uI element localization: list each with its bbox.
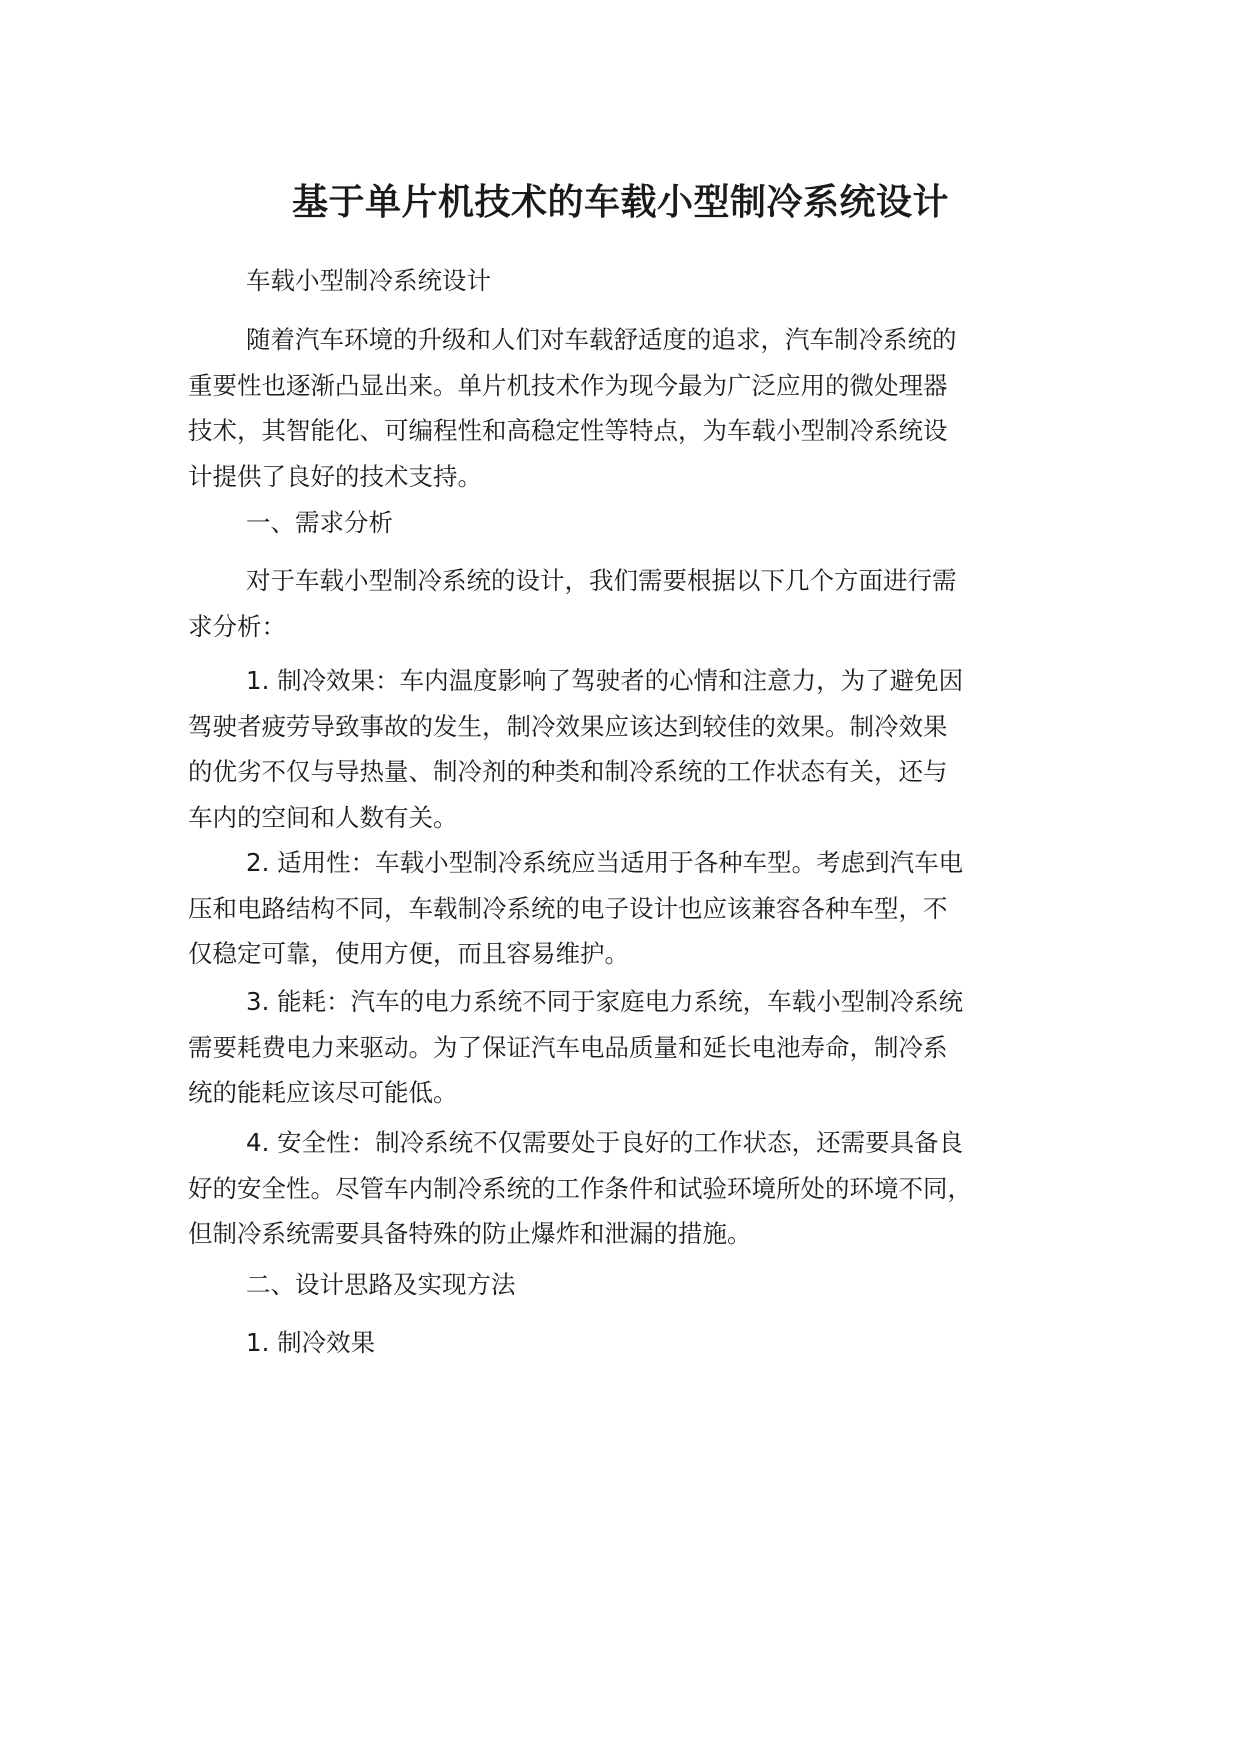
item1-paragraph: [188, 658, 1068, 840]
paragraph-line: 3. 能耗：汽车的电力系统不同于家庭电力系统，车载小型制冷系统: [246, 987, 964, 1016]
paragraph-line: 4. 安全性：制冷系统不仅需要处于良好的工作状态，还需要具备良: [246, 1128, 964, 1157]
paragraph-line: 计提供了良好的技术支持。: [188, 461, 482, 491]
document-title: 基于单片机技术的车载小型制冷系统设计: [291, 182, 949, 223]
subsection-heading: 1. 制冷效果: [246, 1328, 376, 1357]
subtitle: 车载小型制冷系统设计: [246, 266, 491, 295]
paragraph-line: 1. 制冷效果：车内温度影响了驾驶者的心情和注意力，为了避免因: [246, 666, 964, 695]
paragraph-line: 压和电路结构不同，车载制冷系统的电子设计也应该兼容各种车型，不: [188, 893, 948, 923]
section2-item1-block: [188, 1320, 1068, 1366]
paragraph-line: 2. 适用性：车载小型制冷系统应当适用于各种车型。考虑到汽车电: [246, 848, 964, 877]
paragraph-line: 统的能耗应该尽可能低。: [188, 1078, 458, 1107]
item4-paragraph: [188, 1120, 1068, 1257]
section1-intro-paragraph: [188, 558, 1068, 649]
paragraph-line: 驾驶者疲劳导致事故的发生，制冷效果应该达到较佳的效果。制冷效果: [188, 711, 948, 741]
paragraph-line: 需要耗费电力来驱动。为了保证汽车电品质量和延长电池寿命，制冷系: [188, 1032, 948, 1062]
item2-paragraph: [188, 840, 1068, 977]
subtitle-block: [188, 258, 1068, 304]
section-heading: 一、需求分析: [246, 508, 393, 537]
intro-paragraph: [188, 317, 1068, 499]
paragraph-line: 的优劣不仅与导热量、制冷剂的种类和制冷系统的工作状态有关，还与: [188, 757, 948, 786]
paragraph-line: 对于车载小型制冷系统的设计，我们需要根据以下几个方面进行需: [246, 566, 957, 595]
paragraph-line: 求分析：: [188, 611, 286, 641]
paragraph-line: 好的安全性。尽管车内制冷系统的工作条件和试验环境所处的环境不同，: [188, 1173, 972, 1203]
paragraph-line: 重要性也逐渐凸显出来。单片机技术作为现今最为广泛应用的微处理器: [188, 370, 948, 400]
paragraph-line: 车内的空间和人数有关。: [188, 802, 458, 832]
paragraph-line: 技术，其智能化、可编程性和高稳定性等特点，为车载小型制冷系统设: [188, 416, 948, 445]
section2-heading-block: [188, 1262, 1068, 1308]
paragraph-line: 随着汽车环境的升级和人们对车载舒适度的追求，汽车制冷系统的: [246, 325, 957, 354]
section-heading: 二、设计思路及实现方法: [246, 1270, 516, 1299]
paragraph-line: 但制冷系统需要具备特殊的防止爆炸和泄漏的措施。: [188, 1219, 752, 1248]
paragraph-line: 仅稳定可靠，使用方便，而且容易维护。: [188, 939, 629, 968]
section1-heading-block: [188, 500, 1068, 546]
item3-paragraph: [188, 979, 1068, 1116]
